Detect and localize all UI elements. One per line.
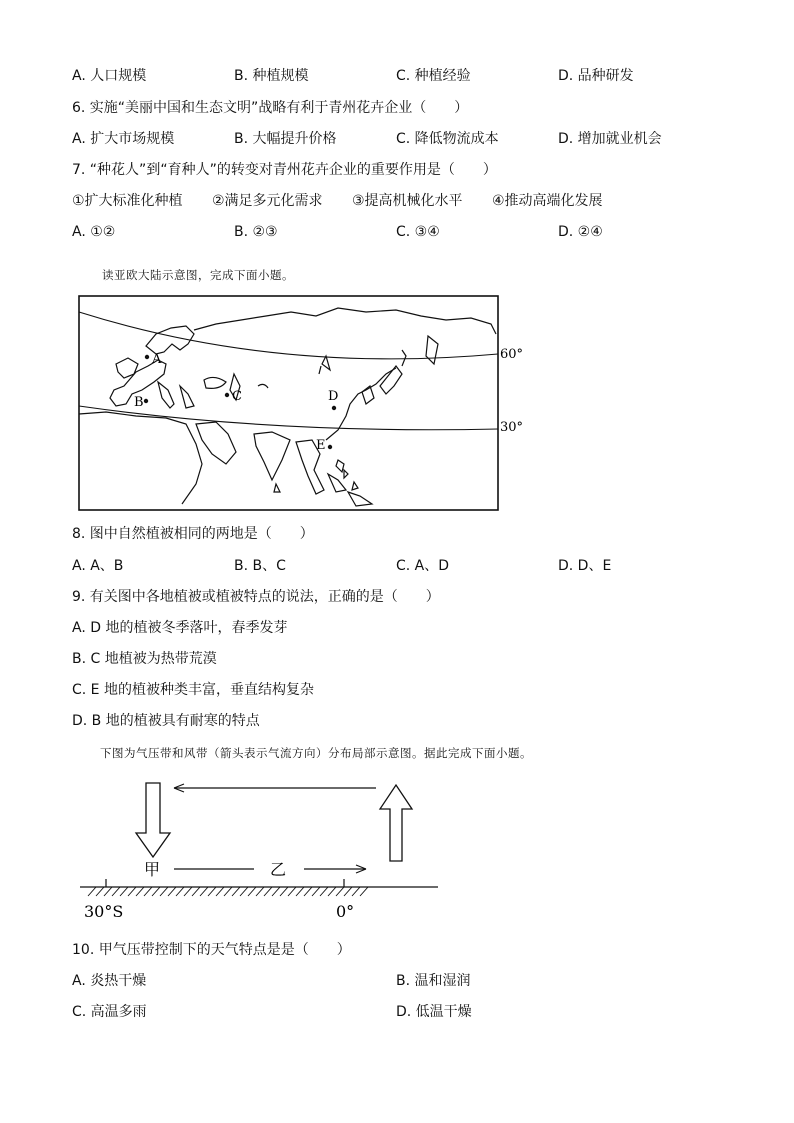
- map-point-c-dot: [225, 393, 229, 397]
- q6-option-b: B. 大幅提升价格: [234, 131, 337, 147]
- q7-option-d: D. ②④: [558, 224, 603, 240]
- descending-air-arrow: [136, 783, 170, 857]
- q6-option-d: D. 增加就业机会: [558, 131, 662, 147]
- q5-option-b: B. 种植规模: [234, 68, 309, 84]
- map-point-e-dot: [328, 445, 332, 449]
- q7-item-2: ②满足多元化需求: [212, 193, 323, 209]
- q7-item-4: ④推动高端化发展: [492, 193, 603, 209]
- eurasia-map: [76, 294, 530, 514]
- q7-option-c: C. ③④: [396, 224, 440, 240]
- q8-option-a: A. A、B: [72, 558, 124, 574]
- q6-stem: 6. 实施“美丽中国和生态文明”战略有利于青州花卉企业（ ）: [72, 100, 469, 116]
- q6-option-c: C. 降低物流成本: [396, 131, 499, 147]
- lat-label-60: 60°: [500, 347, 524, 362]
- q8-option-d: D. D、E: [558, 558, 612, 574]
- q10-option-a: A. 炎热干燥: [72, 973, 147, 989]
- q10-option-d: D. 低温干燥: [396, 1004, 472, 1020]
- q8-option-b: B. B、C: [234, 558, 286, 574]
- q7-option-b: B. ②③: [234, 224, 278, 240]
- q8-stem: 8. 图中自然植被相同的两地是（ ）: [72, 526, 314, 542]
- map-point-b-dot: [144, 399, 148, 403]
- map-label-e: E: [316, 438, 326, 453]
- pressure-belt-diagram: [76, 775, 446, 925]
- q7-item-1: ①扩大标准化种植: [72, 193, 183, 209]
- label-jia: 甲: [144, 860, 161, 879]
- map-label-b: B: [134, 395, 144, 410]
- map-point-d-dot: [332, 406, 336, 410]
- ascending-air-arrow: [380, 785, 412, 861]
- q10-option-c: C. 高温多雨: [72, 1004, 147, 1020]
- q9-option-d: D. B 地的植被具有耐寒的特点: [72, 713, 260, 729]
- q5-option-c: C. 种植经验: [396, 68, 471, 84]
- q10-stem: 10. 甲气压带控制下的天气特点是是（ ）: [72, 942, 351, 958]
- q9-option-b: B. C 地植被为热带荒漠: [72, 651, 217, 667]
- map-point-a-dot: [145, 355, 149, 359]
- q9-stem: 9. 有关图中各地植被或植被特点的说法，正确的是（ ）: [72, 589, 440, 605]
- map-label-d: D: [328, 389, 339, 404]
- q9-option-a: A. D 地的植被冬季落叶，春季发芽: [72, 620, 288, 636]
- belt-intro: 下图为气压带和风带（箭头表示气流方向）分布局部示意图。据此完成下面小题。: [100, 746, 532, 760]
- q7-option-a: A. ①②: [72, 224, 116, 240]
- q8-option-c: C. A、D: [396, 558, 450, 574]
- q6-option-a: A. 扩大市场规模: [72, 131, 175, 147]
- q7-stem: 7. “种花人”到“育种人”的转变对青州花卉企业的重要作用是（ ）: [72, 162, 497, 178]
- label-30s: 30°S: [84, 902, 124, 921]
- label-yi: 乙: [270, 860, 287, 879]
- q7-item-3: ③提高机械化水平: [352, 193, 463, 209]
- map-label-c: C: [232, 389, 242, 404]
- lat-label-30: 30°: [500, 420, 524, 435]
- q5-option-a: A. 人口规模: [72, 68, 147, 84]
- map-label-a: A: [152, 352, 162, 367]
- label-0: 0°: [336, 902, 355, 921]
- q10-option-b: B. 温和湿润: [396, 973, 471, 989]
- q9-option-c: C. E 地的植被种类丰富，垂直结构复杂: [72, 682, 314, 698]
- q5-option-d: D. 品种研发: [558, 68, 634, 84]
- map-intro: 读亚欧大陆示意图，完成下面小题。: [102, 268, 294, 282]
